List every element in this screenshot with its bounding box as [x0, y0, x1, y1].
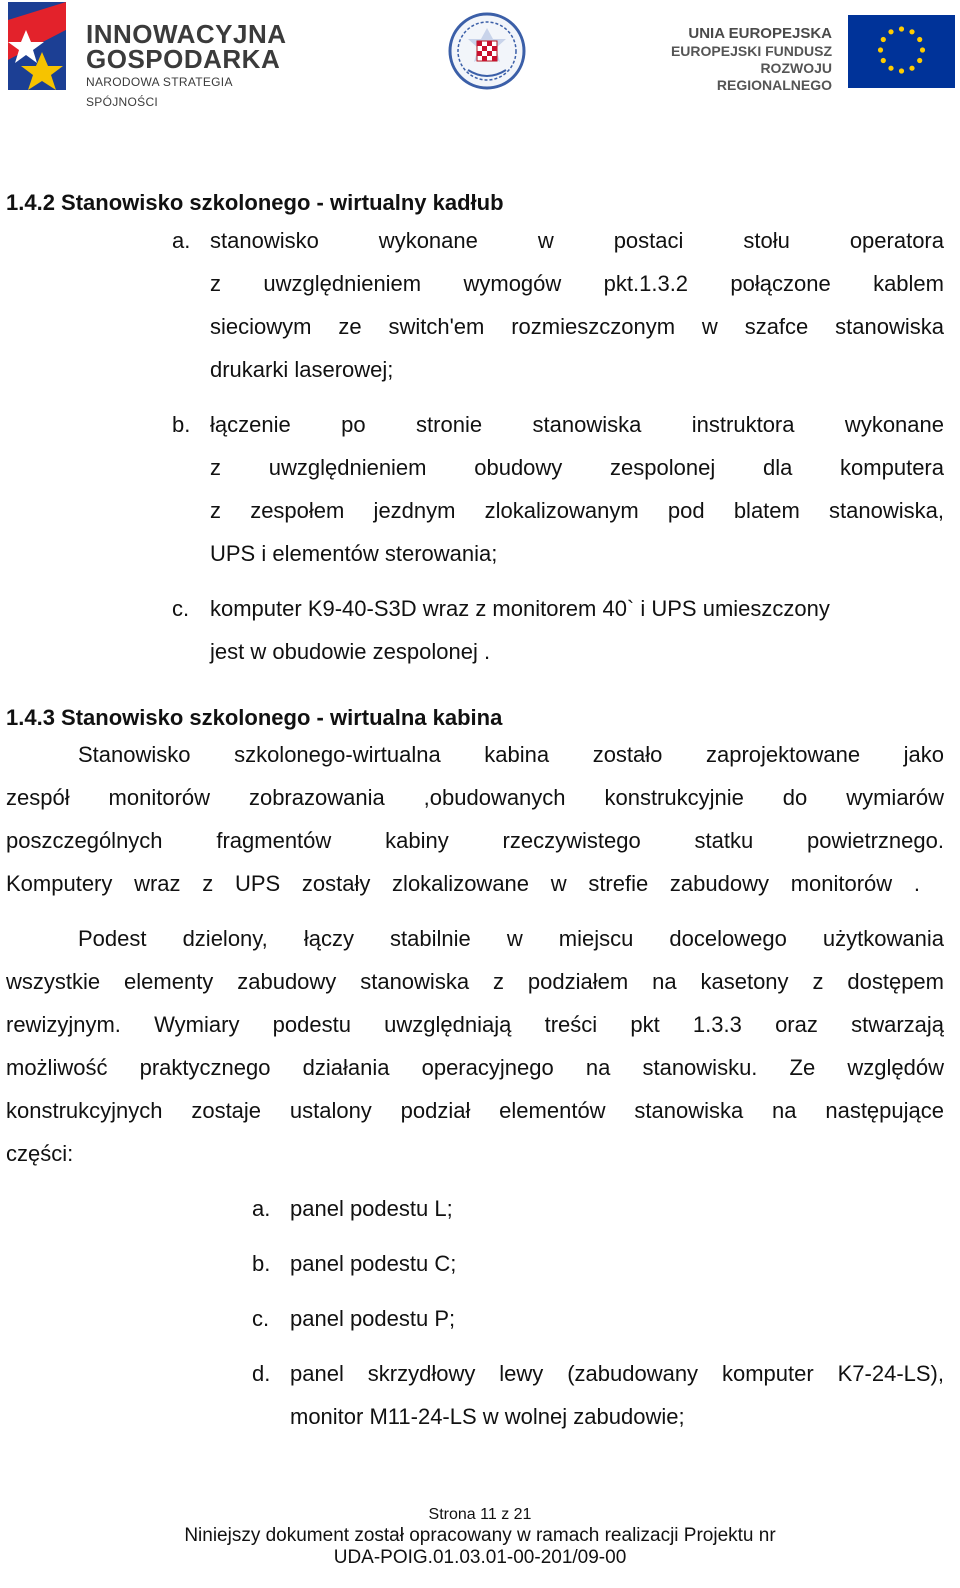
paragraph-line: rewizyjnym. Wymiary podestu uwzględniają treści pkt 1.3.3 oraz stwarzają [6, 1012, 944, 1037]
ig-logo-line1: INNOWACYJNA [86, 19, 287, 49]
list-marker-b: b. [172, 412, 191, 437]
item-b-line: z uwzględnieniem obudowy zespolonej dla komputera [210, 455, 944, 480]
list-marker-b: b. [252, 1251, 271, 1276]
eu-fund-text [650, 25, 832, 94]
list-item: panel skrzydłowy lewy (zabudowany komputer K7-24-LS), [290, 1361, 944, 1386]
list-marker-d: d. [252, 1361, 271, 1386]
paragraph-line: wszystkie elementy zabudowy stanowiska z podziałem na kasetony z dostępem [6, 969, 944, 994]
eu-flag-icon [848, 15, 955, 88]
item-a-line: z uwzględnieniem wymogów pkt.1.3.2 połączone kablem [210, 271, 944, 296]
paragraph-line: Komputery wraz z UPS zostały zlokalizowane w strefie zabudowy monitorów . [6, 871, 920, 896]
paragraph-last-line: części: [6, 1141, 74, 1166]
innowacyjna-gospodarka-logo [6, 0, 306, 109]
list-item: panel podestu L; [290, 1196, 453, 1221]
list-marker-c: c. [172, 596, 190, 621]
ig-symbol-icon [6, 0, 86, 98]
item-a-line: sieciowym ze switch'em rozmieszczonym w szafce stanowiska [210, 314, 944, 339]
footer-project-id: UDA-POIG.01.03.01-00-201/09-00 [333, 1547, 627, 1568]
item-a-last-line: drukarki laserowej; [210, 357, 394, 382]
ig-logo-line2: GOSPODARKA [86, 44, 281, 74]
item-b-line: łączenie po stronie stanowiska instruktora wykonane [210, 412, 944, 437]
item-b-line: z zespołem jezdnym zlokalizowanym pod blatem stanowiska, [210, 498, 944, 523]
ig-logo-line3: NARODOWA STRATEGIA SPÓJNOŚCI [86, 75, 233, 109]
eu-text-line2: EUROPEJSKI FUNDUSZ [670, 43, 832, 59]
list-item: panel podestu C; [290, 1251, 457, 1276]
list-marker-a: a. [172, 228, 191, 253]
section-142-heading: 1.4.2 Stanowisko szkolonego - wirtualny kadłub [6, 190, 504, 215]
paragraph-line: poszczególnych fragmentów kabiny rzeczywistego statku powietrznego. [6, 828, 944, 853]
paragraph-line: możliwość praktycznego działania operacyjnego na stanowisku. Ze względów [6, 1055, 944, 1080]
list-item-continuation: monitor M11-24-LS w wolnej zabudowie; [290, 1404, 685, 1429]
paragraph-line: Podest dzielony, łączy stabilnie w miejscu docelowego użytkowania [78, 926, 944, 951]
eu-text-line3: ROZWOJU REGIONALNEGO [716, 60, 832, 93]
item-b-last-line: UPS i elementów sterowania; [210, 541, 498, 566]
page-footer [0, 1505, 960, 1569]
paragraph-line: zespół monitorów zobrazowania ,obudowanych konstrukcyjnie do wymiarów [6, 785, 944, 810]
eu-text-line1: UNIA EUROPEJSKA [688, 25, 832, 42]
footer-project-note: Niniejszy dokument został opracowany w ramach realizacji Projektu nr [184, 1525, 776, 1546]
item-c-line: komputer K9-40-S3D wraz z monitorem 40` i UPS umieszczony [210, 596, 830, 621]
list-item: panel podestu P; [290, 1306, 456, 1331]
list-marker-a: a. [252, 1196, 271, 1221]
paragraph-line: Stanowisko szkolonego-wirtualna kabina zostało zaprojektowane jako [78, 742, 944, 767]
page-header [0, 0, 960, 109]
section-143-heading: 1.4.3 Stanowisko szkolonego - wirtualna kabina [6, 705, 503, 730]
page-number: Strona 11 z 21 [428, 1506, 532, 1523]
item-a-line: stanowisko wykonane w postaci stołu operatora [210, 228, 944, 253]
item-c-last-line: jest w obudowie zespolonej . [210, 639, 491, 664]
paragraph-line: konstrukcyjnych zostaje ustalony podział elementów stanowiska na następujące [6, 1098, 944, 1123]
institute-emblem-icon [448, 12, 526, 90]
list-marker-c: c. [252, 1306, 270, 1331]
